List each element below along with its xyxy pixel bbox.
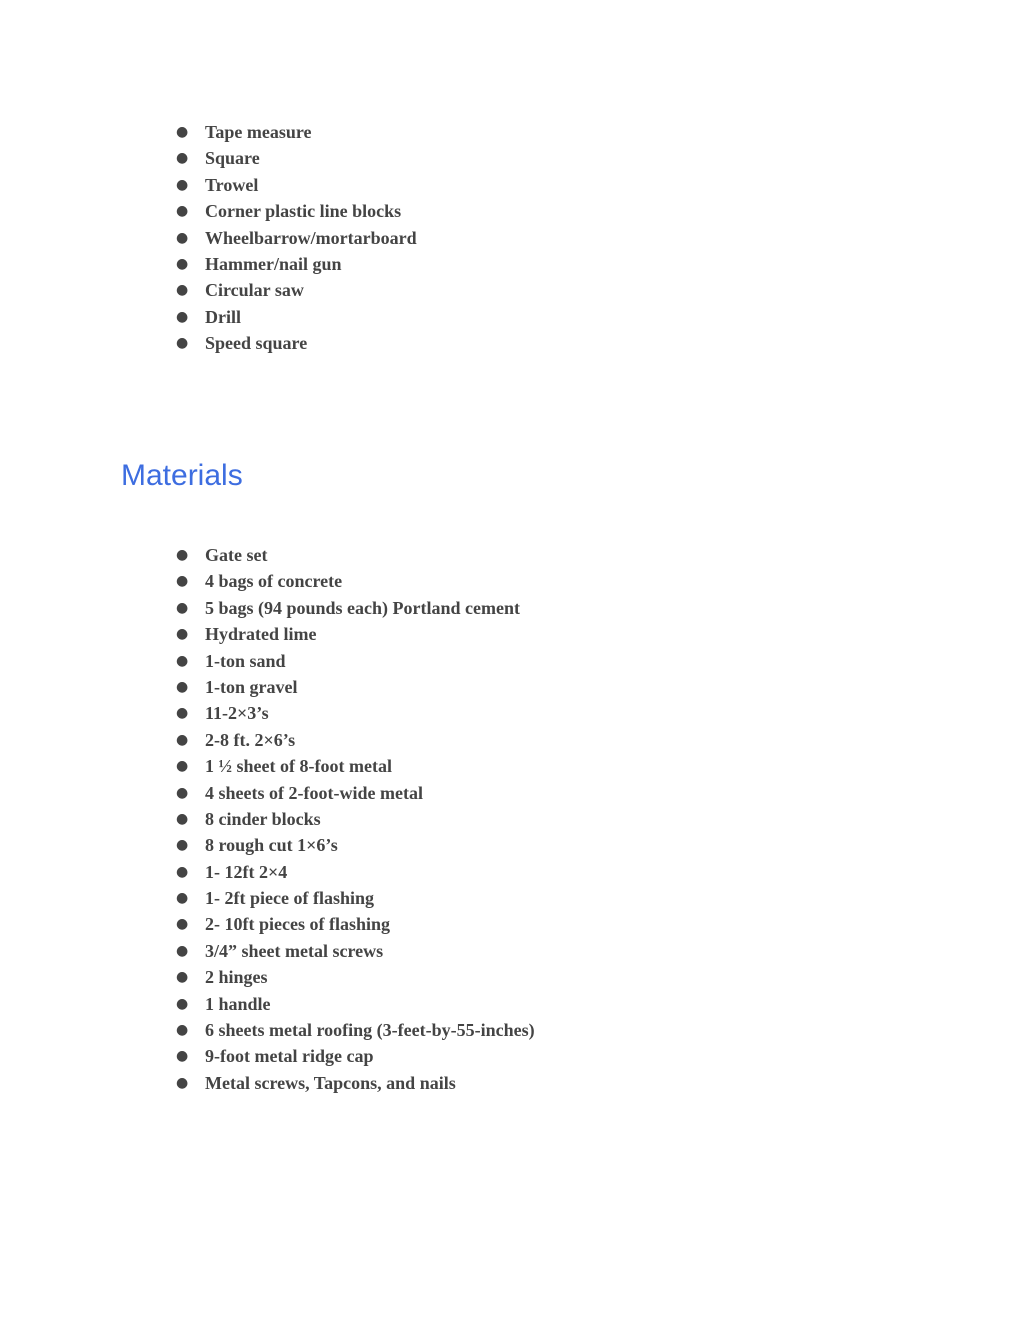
material-item-label: 3/4” sheet metal screws <box>205 940 384 961</box>
bullet-icon: ● <box>176 150 189 167</box>
bullet-icon: ● <box>176 942 189 959</box>
tool-item-label: Wheelbarrow/mortarboard <box>205 227 417 248</box>
material-list-item <box>172 1043 535 1069</box>
bullet-icon: ● <box>176 863 189 880</box>
bullet-icon: ● <box>176 573 189 590</box>
material-list-item <box>172 700 535 726</box>
material-item-label: 4 bags of concrete <box>205 571 343 592</box>
material-item-label: 6 sheets metal roofing (3-feet-by-55-inches) <box>205 1020 535 1041</box>
material-item-label: 2-8 ft. 2×6’s <box>205 729 296 750</box>
bullet-icon: ● <box>176 916 189 933</box>
bullet-icon: ● <box>176 758 189 775</box>
tool-list-item <box>172 198 417 224</box>
material-item-label: 1-ton sand <box>205 650 286 671</box>
bullet-icon: ● <box>176 1074 189 1091</box>
materials-list <box>172 542 535 1096</box>
material-item-label: 5 bags (94 pounds each) Portland cement <box>205 597 521 618</box>
material-item-label: 1 ½ sheet of 8-foot metal <box>205 756 392 777</box>
material-item-label: Gate set <box>205 545 268 565</box>
tool-list-item <box>172 145 417 171</box>
bullet-icon: ● <box>176 731 189 748</box>
material-item-label: 1-ton gravel <box>205 676 298 697</box>
bullet-icon: ● <box>176 1048 189 1065</box>
tool-item-label: Corner plastic line blocks <box>205 201 402 222</box>
material-item-label: 11-2×3’s <box>205 703 269 724</box>
bullet-icon: ● <box>176 837 189 854</box>
material-item-label: Hydrated lime <box>205 624 317 645</box>
tool-item-label: Circular saw <box>205 280 304 301</box>
bullet-icon: ● <box>176 124 189 140</box>
tool-item-label: Drill <box>205 306 241 327</box>
material-item-label: 2- 10ft pieces of flashing <box>205 914 390 935</box>
material-item-label: Metal screws, Tapcons, and nails <box>205 1072 456 1093</box>
material-list-item <box>172 568 535 594</box>
bullet-icon: ● <box>176 678 189 695</box>
material-list-item <box>172 542 535 568</box>
bullet-icon: ● <box>176 1022 189 1039</box>
bullet-icon: ● <box>176 784 189 801</box>
material-list-item <box>172 1017 535 1043</box>
material-item-label: 1- 12ft 2×4 <box>205 861 288 882</box>
tool-item-label: Hammer/nail gun <box>205 253 342 274</box>
tool-item-label: Trowel <box>205 174 259 195</box>
material-list-item <box>172 727 535 753</box>
material-list-item <box>172 1070 535 1096</box>
material-list-item <box>172 859 535 885</box>
bullet-icon: ● <box>176 282 189 299</box>
material-list-item <box>172 753 535 779</box>
bullet-icon: ● <box>176 890 189 907</box>
material-list-item <box>172 991 535 1017</box>
material-item-label: 8 cinder blocks <box>205 808 321 829</box>
bullet-icon: ● <box>176 229 189 246</box>
bullet-icon: ● <box>176 995 189 1012</box>
bullet-icon: ● <box>176 176 189 193</box>
tools-list <box>172 119 417 357</box>
material-list-item <box>172 832 535 858</box>
material-list-item <box>172 674 535 700</box>
bullet-icon: ● <box>176 547 189 563</box>
tool-list-item <box>172 330 417 356</box>
materials-heading: Materials <box>121 459 243 492</box>
bullet-icon: ● <box>176 705 189 722</box>
tool-item-label: Tape measure <box>205 122 312 142</box>
bullet-icon: ● <box>176 626 189 643</box>
material-list-item <box>172 938 535 964</box>
bullet-icon: ● <box>176 255 189 272</box>
material-item-label: 1 handle <box>205 993 271 1014</box>
tool-list-item <box>172 119 417 145</box>
bullet-icon: ● <box>176 810 189 827</box>
material-list-item <box>172 806 535 832</box>
bullet-icon: ● <box>176 969 189 986</box>
material-item-label: 4 sheets of 2-foot-wide metal <box>205 782 423 803</box>
tool-item-label: Square <box>205 148 260 169</box>
material-list-item <box>172 911 535 937</box>
bullet-icon: ● <box>176 203 189 220</box>
material-list-item <box>172 595 535 621</box>
material-list-item <box>172 648 535 674</box>
tool-list-item <box>172 225 417 251</box>
material-list-item <box>172 780 535 806</box>
tool-list-item <box>172 304 417 330</box>
material-list-item <box>172 885 535 911</box>
material-list-item <box>172 621 535 647</box>
material-item-label: 8 rough cut 1×6’s <box>205 835 338 856</box>
tool-item-label: Speed square <box>205 333 308 354</box>
material-item-label: 9-foot metal ridge cap <box>205 1046 374 1067</box>
bullet-icon: ● <box>176 599 189 616</box>
tool-list-item <box>172 277 417 303</box>
material-list-item <box>172 964 535 990</box>
bullet-icon: ● <box>176 335 189 352</box>
bullet-icon: ● <box>176 652 189 669</box>
material-item-label: 1- 2ft piece of flashing <box>205 888 374 909</box>
material-item-label: 2 hinges <box>205 967 268 988</box>
tool-list-item <box>172 172 417 198</box>
bullet-icon: ● <box>176 308 189 325</box>
tool-list-item <box>172 251 417 277</box>
